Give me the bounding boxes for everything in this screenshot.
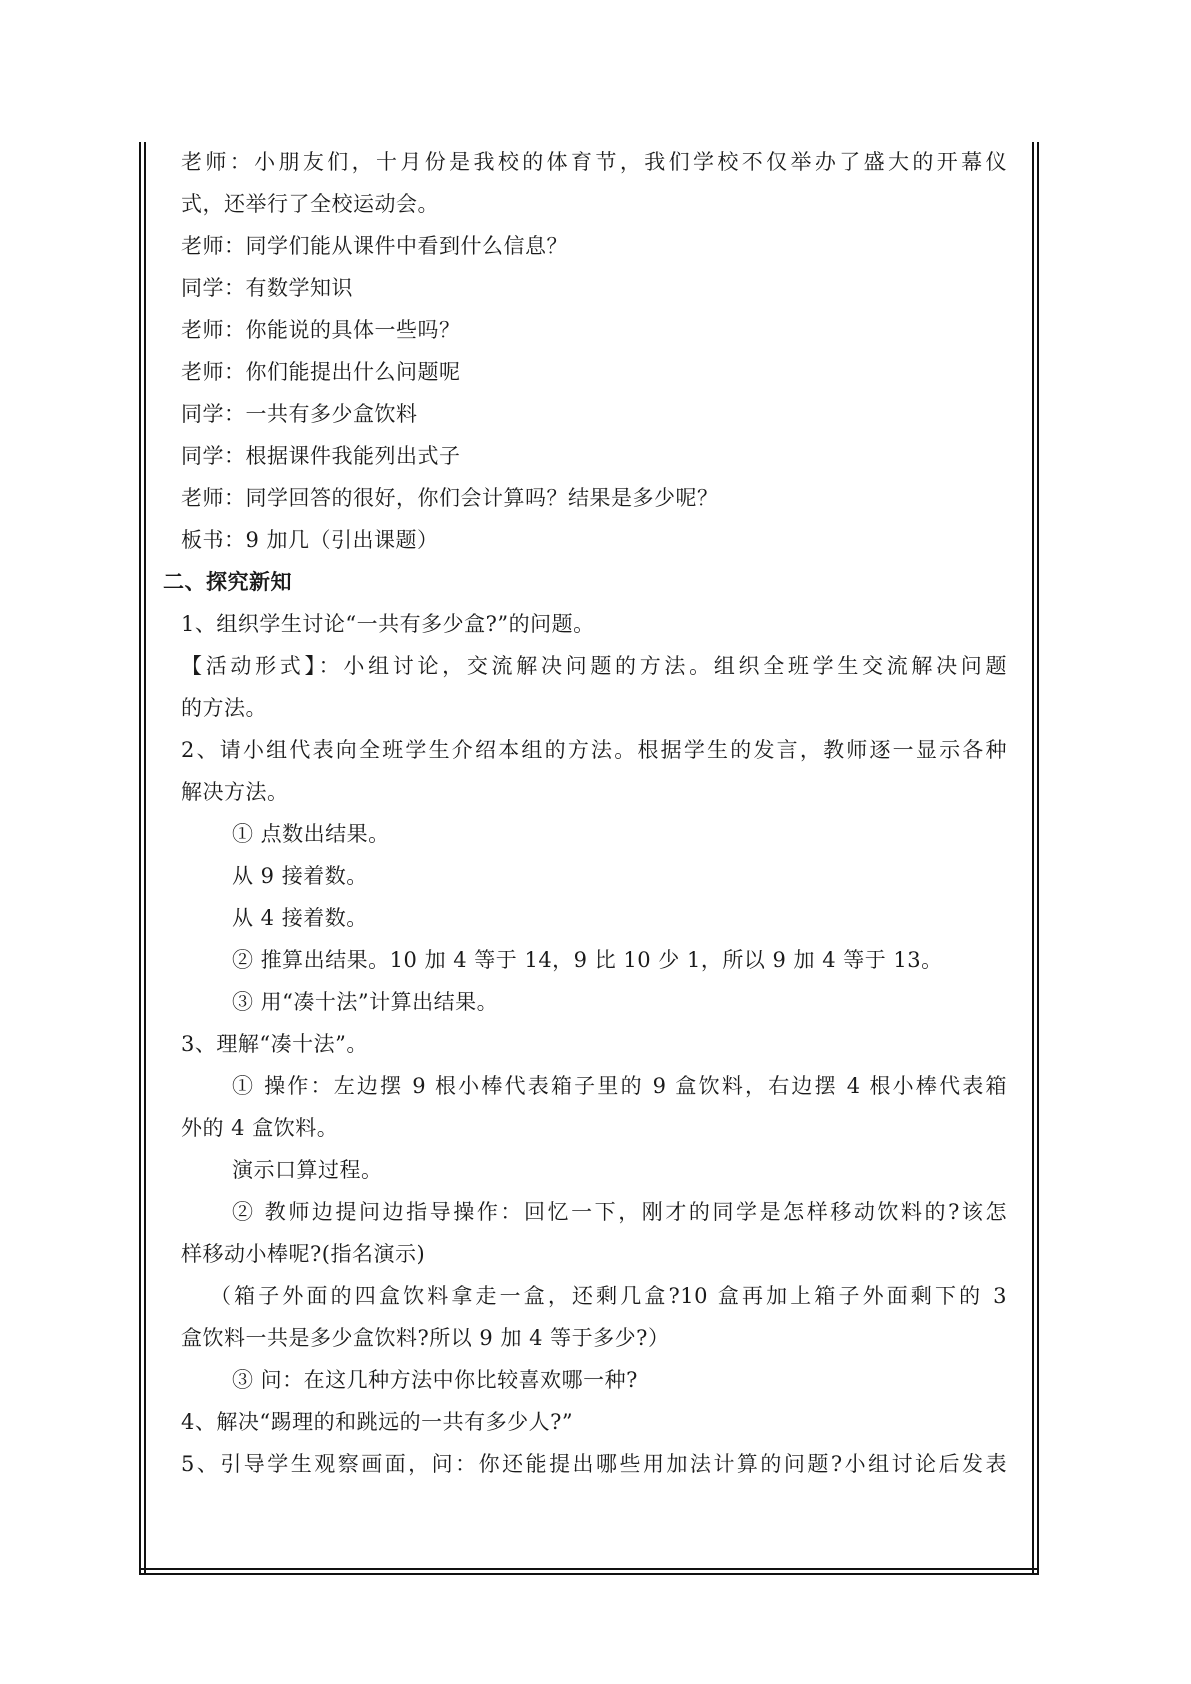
table-border-right — [1037, 142, 1039, 1575]
text-line: （箱子外面的四盒饮料拿走一盒，还剩几盒?10 盒再加上箱子外面剩下的 3 — [210, 1284, 1007, 1308]
text-line: 3、理解“凑十法”。 — [181, 1032, 368, 1056]
text-line: 板书：9 加几（引出课题） — [181, 528, 439, 552]
text-line: ① 点数出结果。 — [232, 822, 390, 846]
text-line: ② 推算出结果。10 加 4 等于 14，9 比 10 少 1，所以 9 加 4 等于 13。 — [232, 948, 943, 972]
section-heading: 二、探究新知 — [163, 570, 292, 594]
text-line: 同学：一共有多少盒饮料 — [181, 402, 418, 426]
text-line: 老师：同学们能从课件中看到什么信息？ — [181, 234, 568, 258]
table-border-right-inner — [1032, 142, 1034, 1575]
text-line: 式，还举行了全校运动会。 — [181, 192, 439, 216]
text-line: 解决方法。 — [181, 780, 289, 804]
text-line: 老师：同学回答的很好，你们会计算吗？结果是多少呢？ — [181, 486, 719, 510]
text-line: 4、解决“踢理的和跳远的一共有多少人?” — [181, 1410, 574, 1434]
table-border-bottom — [139, 1568, 1039, 1570]
text-line: 同学：有数学知识 — [181, 276, 353, 300]
text-line: 【活动形式】：小组讨论，交流解决问题的方法。组织全班学生交流解决问题 — [181, 654, 1007, 678]
table-border-bottom-outer — [139, 1573, 1039, 1575]
text-line: 老师：你们能提出什么问题呢 — [181, 360, 461, 384]
text-line: 外的 4 盒饮料。 — [181, 1116, 339, 1140]
text-line: 演示口算过程。 — [232, 1158, 383, 1182]
text-line: 盒饮料一共是多少盒饮料?所以 9 加 4 等于多少?） — [181, 1326, 670, 1350]
text-line: ① 操作：左边摆 9 根小棒代表箱子里的 9 盒饮料，右边摆 4 根小棒代表箱 — [232, 1074, 1007, 1098]
text-line: 2、请小组代表向全班学生介绍本组的方法。根据学生的发言，教师逐一显示各种 — [181, 738, 1007, 762]
text-line: 从 9 接着数。 — [232, 864, 368, 888]
table-border-left-inner — [144, 142, 146, 1575]
text-line: 同学：根据课件我能列出式子 — [181, 444, 461, 468]
text-line: 5、引导学生观察画面，问：你还能提出哪些用加法计算的问题?小组讨论后发表 — [181, 1452, 1007, 1476]
text-line: ③ 问：在这几种方法中你比较喜欢哪一种? — [232, 1368, 638, 1392]
text-line: ② 教师边提问边指导操作：回忆一下，刚才的同学是怎样移动饮料的?该怎 — [232, 1200, 1007, 1224]
text-line: 从 4 接着数。 — [232, 906, 368, 930]
lesson-table-cell — [139, 142, 1039, 1575]
text-line: 老师：你能说的具体一些吗？ — [181, 318, 461, 342]
text-line: 1、组织学生讨论“一共有多少盒?”的问题。 — [181, 612, 595, 636]
text-line: 的方法。 — [181, 696, 267, 720]
table-border-left — [139, 142, 141, 1575]
text-line: ③ 用“凑十法”计算出结果。 — [232, 990, 499, 1014]
text-line: 老师：小朋友们，十月份是我校的体育节，我们学校不仅举办了盛大的开幕仪 — [181, 150, 1007, 174]
text-line: 样移动小棒呢?(指名演示) — [181, 1242, 426, 1266]
